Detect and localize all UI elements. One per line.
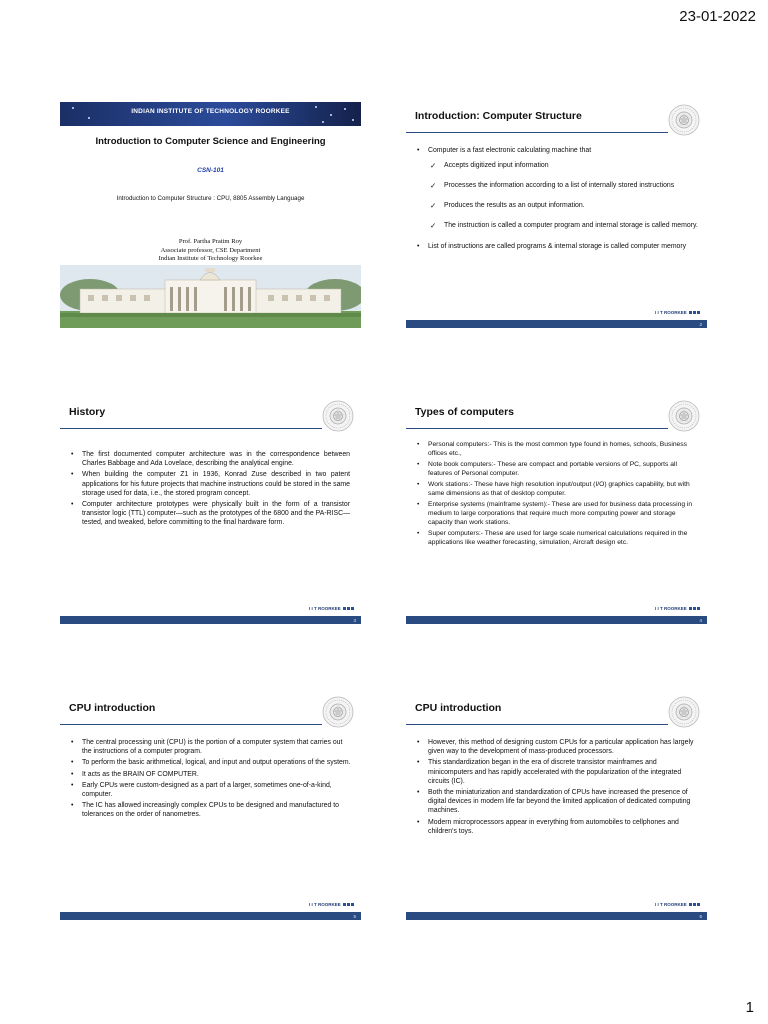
author-name: Prof. Partha Pratim Roy xyxy=(178,238,243,245)
bullet-list xyxy=(414,146,698,258)
slide-number: 4 xyxy=(699,618,702,623)
document-date: 23-01-2022 xyxy=(679,8,756,25)
slide-number: 5 xyxy=(353,914,356,919)
iit-roorkee-logo-icon xyxy=(668,400,700,432)
footer-bar xyxy=(406,912,707,920)
list-item: • Note book computers:- These are compact and portable versions of PC, supports all features of Personal computer. xyxy=(417,461,677,477)
list-item: • Both the miniaturization and standardization of CPUs have increased the presence of digital devices in modern life far beyond the limited application of dedicated computing machines. xyxy=(417,789,691,815)
list-item: • Computer is a fast electronic calculating machine that ✓ Accepts digitized input information ✓ Processes the information according to a list of internally stored instructions ✓ Produces the results as an output information. ✓ The instruction is called a computer program and internal storage is called memory. xyxy=(414,146,698,235)
course-code: CSN-101 xyxy=(197,167,224,174)
author-institute: Indian Institute of Technology Roorkee xyxy=(158,255,263,262)
banner-text: INDIAN INSTITUTE OF TECHNOLOGY ROORKEE xyxy=(131,108,290,115)
check-item: ✓ Processes the information according to a list of internally stored instructions xyxy=(428,176,698,195)
footer-bar xyxy=(60,616,361,624)
author-role: Associate professor, CSE Department xyxy=(160,246,261,254)
list-item: • Enterprise systems (mainframe system):- These are used for business data processing in medium to large corporations that require much more computing power and storage capacity than work stations. xyxy=(417,501,693,526)
slide-title xyxy=(60,102,361,328)
list-item: • The central processing unit (CPU) is the portion of a computer system that carries out the instructions of a computer program. xyxy=(71,739,343,756)
footer-institute-tag: I I T ROORKEE xyxy=(309,606,354,611)
title-divider xyxy=(406,428,668,429)
slide-computer-structure xyxy=(406,102,707,328)
slide-number: 2 xyxy=(699,322,702,327)
slide-cpu-introduction-1 xyxy=(60,694,361,920)
list-item: • It acts as the BRAIN OF COMPUTER. xyxy=(71,770,199,778)
title-divider xyxy=(60,724,322,725)
slide-title: History xyxy=(69,406,106,418)
author-block xyxy=(90,238,331,264)
footer-institute-tag: I I T ROORKEE xyxy=(655,902,700,907)
list-item: • When building the computer Z1 in 1936, Konrad Zuse described in two patent applications for his future projects that machine instructions could be stored in the same storage used for data, i.e., the stored program concept. xyxy=(71,471,350,497)
checkmark-icon: ✓ xyxy=(430,221,437,231)
iit-roorkee-logo-icon xyxy=(322,696,354,728)
list-item: • Personal computers:- This is the most common type found in homes, schools, Business offices etc., xyxy=(417,441,687,457)
list-item: • List of instructions are called programs & internal storage is called computer memory xyxy=(417,243,687,251)
page-number: 1 xyxy=(745,999,754,1016)
footer-bar xyxy=(60,912,361,920)
list-item: • Early CPUs were custom-designed as a part of a larger, sometimes one-of-a-kind, computer. xyxy=(71,781,332,799)
bullet-list xyxy=(68,450,350,530)
bullet-text: List of instructions are called programs & internal storage is called computer memory xyxy=(428,243,687,251)
list-item: • The IC has allowed increasingly complex CPUs to be designed and manufactured to tolerances on the order of nanometres. xyxy=(71,802,340,819)
list-item: • Super computers:- These are used for large scale numerical calculations required in the applications like weather forecasting, simulation, Aircraft design etc. xyxy=(417,530,688,546)
list-item: • This standardization began in the era of discrete transistor mainframes and minicomputers and has rapidly accelerated with the popularization of the integrated circuits (IC). xyxy=(417,759,682,785)
check-item: ✓ Accepts digitized input information xyxy=(428,156,698,175)
list-item: • Work stations:- These have high resolution input/output (I/O) graphics capability, but with same dimensions as that of desktop computer. xyxy=(417,481,690,497)
checkmark-icon: ✓ xyxy=(430,181,437,191)
slide-number: 3 xyxy=(353,618,356,623)
slide-types-of-computers xyxy=(406,398,707,624)
iit-roorkee-logo-icon xyxy=(668,696,700,728)
title-divider xyxy=(406,132,668,133)
footer-bar xyxy=(406,320,707,328)
list-item: • Computer architecture prototypes were physically built in the form of a transistor transistor logic (TTL) computer—such as the prototypes of the 6800 and the PA-RISC—tested, and tweaked, before committing to the final hardware form. xyxy=(71,501,350,527)
list-item: • Modern microprocessors appear in everything from automobiles to cellphones and children's toys. xyxy=(417,818,679,835)
footer-institute-tag: I I T ROORKEE xyxy=(655,310,700,315)
title-divider xyxy=(60,428,322,429)
course-title: Introduction to Computer Science and Engineering xyxy=(95,136,326,147)
slide-cpu-introduction-2 xyxy=(406,694,707,920)
bullet-list xyxy=(68,738,352,822)
iit-roorkee-logo-icon xyxy=(668,104,700,136)
title-divider xyxy=(406,724,668,725)
checkmark-icon: ✓ xyxy=(430,201,437,211)
lecture-subtitle: Introduction to Computer Structure : CPU, 8805 Assembly Language xyxy=(116,195,305,202)
list-item: • To perform the basic arithmetical, logical, and input and output operations of the system. xyxy=(71,759,351,767)
footer-institute-tag: I I T ROORKEE xyxy=(655,606,700,611)
slide-title: Types of computers xyxy=(415,406,514,418)
iit-roorkee-logo-icon xyxy=(322,400,354,432)
check-item: ✓ Produces the results as an output information. xyxy=(428,196,698,215)
campus-building-image xyxy=(60,265,361,328)
check-list xyxy=(428,156,698,235)
slide-title: CPU introduction xyxy=(69,702,156,714)
check-item: ✓ The instruction is called a computer program and internal storage is called memory. xyxy=(428,216,698,235)
footer-bar xyxy=(406,616,707,624)
footer-institute-tag: I I T ROORKEE xyxy=(309,902,354,907)
bullet-list xyxy=(414,738,698,838)
bullet-list xyxy=(414,440,698,549)
checkmark-icon: ✓ xyxy=(430,161,437,171)
list-item: • The first documented computer architecture was in the correspondence between Charles Babbage and Ada Lovelace, describing the analytical engine. xyxy=(71,451,350,468)
bullet-text: Computer is a fast electronic calculating machine that xyxy=(428,147,592,154)
list-item: • However, this method of designing custom CPUs for a particular application has largely given way to the development of mass-produced processors. xyxy=(417,739,694,756)
slide-title: CPU introduction xyxy=(415,702,502,714)
slide-number: 6 xyxy=(699,914,702,919)
institute-banner xyxy=(60,102,361,126)
slide-title: Introduction: Computer Structure xyxy=(415,110,582,122)
slide-history xyxy=(60,398,361,624)
